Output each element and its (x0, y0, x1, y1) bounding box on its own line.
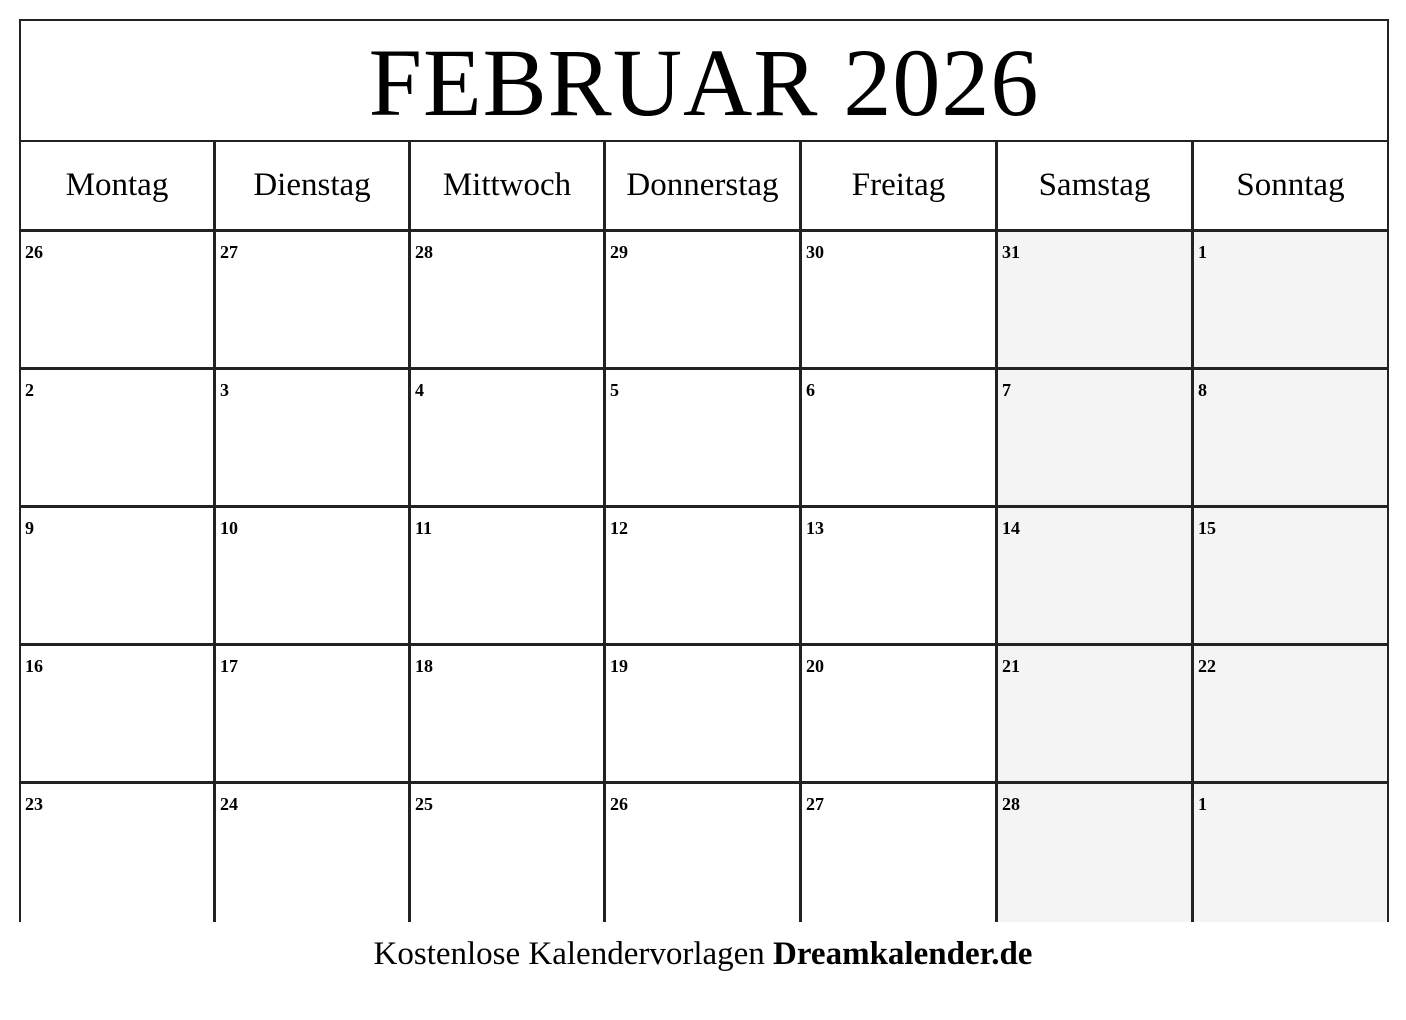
day-number: 27 (220, 242, 238, 262)
day-cell-weekend (998, 508, 1194, 646)
day-cell (21, 646, 216, 784)
day-cell (606, 784, 802, 922)
day-cell (411, 232, 606, 370)
calendar-grid (21, 232, 1387, 922)
day-number: 18 (415, 656, 433, 676)
footer-brand-link[interactable]: Dreamkalender.de (773, 936, 1033, 972)
calendar-title: FEBRUAR 2026 (368, 28, 1040, 136)
day-cell-weekend (998, 370, 1194, 508)
day-number: 1 (1198, 794, 1207, 814)
day-number: 15 (1198, 518, 1216, 538)
day-number: 26 (610, 794, 628, 814)
weekday-header-row (21, 142, 1387, 232)
day-number: 8 (1198, 380, 1207, 400)
day-cell (21, 508, 216, 646)
day-number: 19 (610, 656, 628, 676)
day-number: 2 (25, 380, 34, 400)
day-number: 6 (806, 380, 815, 400)
day-cell (606, 646, 802, 784)
day-number: 3 (220, 380, 229, 400)
day-number: 12 (610, 518, 628, 538)
day-cell-weekend (998, 232, 1194, 370)
day-number: 28 (1002, 794, 1020, 814)
footer-text: Kostenlose Kalendervorlagen (373, 936, 765, 972)
day-number: 29 (610, 242, 628, 262)
day-number: 20 (806, 656, 824, 676)
day-cell (216, 508, 411, 646)
day-number: 14 (1002, 518, 1020, 538)
day-number: 7 (1002, 380, 1011, 400)
day-number: 28 (415, 242, 433, 262)
day-cell (411, 508, 606, 646)
day-number: 4 (415, 380, 424, 400)
day-cell-weekend (1194, 784, 1387, 922)
day-number: 27 (806, 794, 824, 814)
day-cell (411, 370, 606, 508)
day-cell (802, 784, 998, 922)
weekday-wednesday: Mittwoch (411, 142, 606, 229)
day-number: 31 (1002, 242, 1020, 262)
day-number: 30 (806, 242, 824, 262)
weekday-sunday: Sonntag (1236, 167, 1345, 203)
weekday-friday: Freitag (802, 142, 998, 229)
day-cell (606, 508, 802, 646)
weekday-thursday: Donnerstag (606, 142, 802, 229)
day-cell (802, 370, 998, 508)
day-cell (216, 370, 411, 508)
day-cell (21, 370, 216, 508)
day-number: 24 (220, 794, 238, 814)
day-number: 1 (1198, 242, 1207, 262)
day-cell (411, 784, 606, 922)
day-cell (802, 232, 998, 370)
day-number: 26 (25, 242, 43, 262)
day-cell (802, 508, 998, 646)
footer (0, 936, 1406, 973)
day-cell (606, 232, 802, 370)
day-cell (216, 646, 411, 784)
title-bar (21, 21, 1387, 142)
day-cell-weekend (998, 784, 1194, 922)
day-number: 22 (1198, 656, 1216, 676)
day-cell-weekend (1194, 232, 1387, 370)
day-number: 10 (220, 518, 238, 538)
day-cell-weekend (1194, 370, 1387, 508)
day-number: 5 (610, 380, 619, 400)
day-cell (802, 646, 998, 784)
day-number: 25 (415, 794, 433, 814)
weekday-tuesday: Dienstag (216, 142, 411, 229)
day-cell (606, 370, 802, 508)
day-cell-weekend (998, 646, 1194, 784)
day-cell (21, 784, 216, 922)
weekday-monday: Montag (21, 142, 216, 229)
day-cell-weekend (1194, 646, 1387, 784)
day-number: 17 (220, 656, 238, 676)
day-number: 23 (25, 794, 43, 814)
day-number: 16 (25, 656, 43, 676)
day-cell-weekend (1194, 508, 1387, 646)
day-cell (21, 232, 216, 370)
day-cell (411, 646, 606, 784)
day-cell (216, 784, 411, 922)
weekday-saturday: Samstag (998, 142, 1194, 229)
day-number: 11 (415, 518, 433, 538)
day-cell (216, 232, 411, 370)
day-number: 9 (25, 518, 34, 538)
calendar (19, 19, 1389, 922)
day-number: 21 (1002, 656, 1020, 676)
day-number: 13 (806, 518, 824, 538)
